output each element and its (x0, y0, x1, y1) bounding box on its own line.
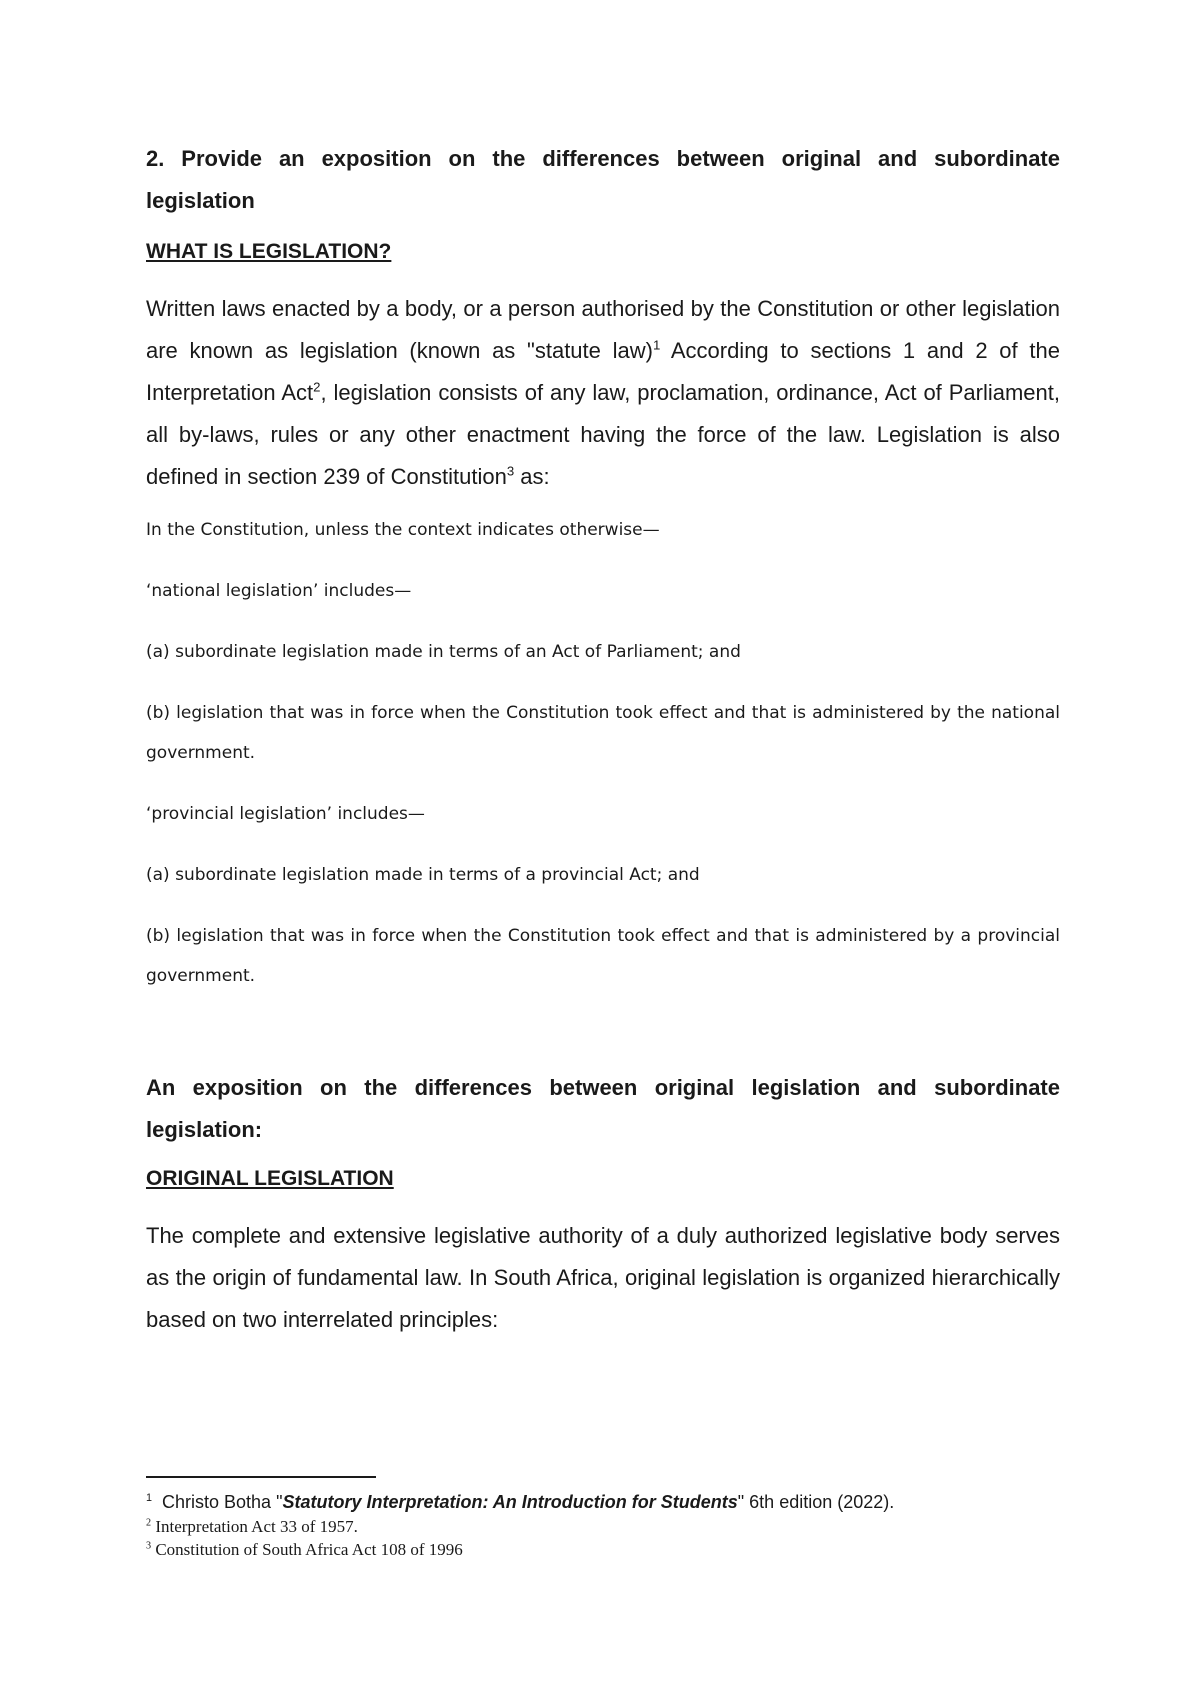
footnote-1-number: 1 (146, 1492, 153, 1504)
original-legislation-paragraph: The complete and extensive legislative authority of a duly authorized legislative body serves as the origin of fundamental law. In South Africa, original legislation is organized hierarchically based on two interrelated principles: (146, 1223, 1060, 1332)
footnote-1-prefix: Christo Botha " (152, 1492, 283, 1512)
footnote-3-text: Constitution of South Africa Act 108 of 1996 (151, 1540, 463, 1559)
footnotes (146, 1476, 1060, 1561)
footnote-2-text: Interpretation Act 33 of 1957. (151, 1517, 358, 1536)
quote-provincial-heading: ‘provincial legislation’ includes— (146, 804, 425, 824)
quote-national-item-b: (b) legislation that was in force when the Constitution took effect and that is administered by the national government. (146, 703, 1060, 763)
footnote-separator (146, 1476, 376, 1478)
footnote-ref-2[interactable]: 2 (313, 379, 321, 395)
footnote-1-suffix: " 6th edition (2022). (737, 1492, 895, 1512)
spacer (146, 1017, 1060, 1067)
definition-paragraph (146, 288, 1060, 498)
exposition-heading: An exposition on the differences between original legislation and subordinate legislation: (146, 1075, 1060, 1142)
definition-text-part-2: According to sections 1 and 2 of the Interpretation Act (146, 338, 1060, 405)
footnote-3 (146, 1538, 1060, 1561)
document-page (146, 138, 1060, 1341)
quote-provincial-item-a: (a) subordinate legislation made in terms of a provincial Act; and (146, 865, 700, 885)
definition-text-part-4: as: (514, 464, 550, 489)
definition-text-part-1: Written laws enacted by a body, or a person authorised by the Constitution or other legislation are known as legislation (known as "statute law) (146, 296, 1060, 363)
footnote-3-number: 3 (146, 1540, 152, 1552)
footnote-1 (146, 1490, 1060, 1515)
section-title-what-is-legislation: WHAT IS LEGISLATION? (146, 240, 392, 263)
quote-intro: In the Constitution, unless the context indicates otherwise— (146, 520, 660, 540)
footnote-2 (146, 1515, 1060, 1538)
quote-provincial-item-b: (b) legislation that was in force when the Constitution took effect and that is administered by a provincial government. (146, 926, 1060, 986)
footnote-1-book-title: Statutory Interpretation: An Introduction for Students (282, 1492, 738, 1512)
question-heading: 2. Provide an exposition on the differences between original and subordinate legislation (146, 146, 1060, 213)
footnote-2-number: 2 (146, 1517, 152, 1529)
section-title-original-legislation: ORIGINAL LEGISLATION (146, 1167, 394, 1190)
footnote-ref-1[interactable]: 1 (652, 337, 661, 353)
quote-national-heading: ‘national legislation’ includes— (146, 581, 412, 601)
definition-text-part-3: , legislation consists of any law, proclamation, ordinance, Act of Parliament, all by-laws, rules or any other enactment having the force of the law. Legislation is also defined in section 239 of Constitution (146, 380, 1061, 489)
footnote-ref-3[interactable]: 3 (506, 463, 515, 479)
quote-national-item-a: (a) subordinate legislation made in terms of an Act of Parliament; and (146, 642, 741, 662)
